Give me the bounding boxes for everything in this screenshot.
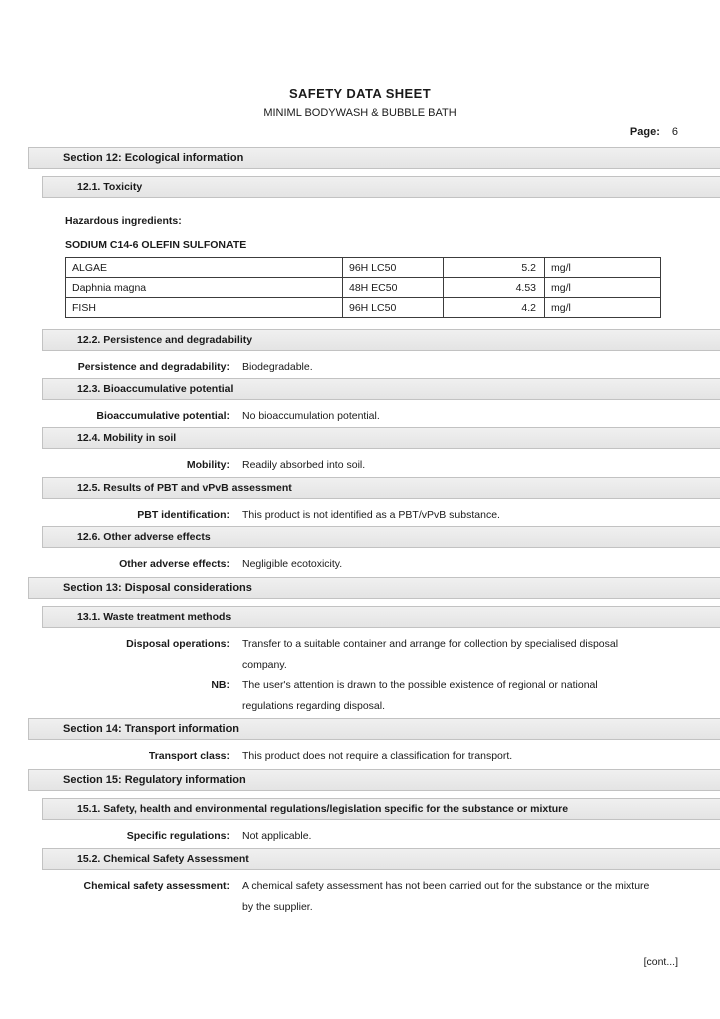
disposal-operations-value xyxy=(242,634,702,675)
subsection-12-3-header: 12.3. Bioaccumulative potential xyxy=(42,378,720,400)
subsection-12-4-header: 12.4. Mobility in soil xyxy=(42,427,720,449)
value-line: regulations regarding disposal. xyxy=(242,699,386,712)
value-line: company. xyxy=(242,658,287,671)
subsection-13-1-header: 13.1. Waste treatment methods xyxy=(42,606,720,628)
nb-label: NB: xyxy=(211,679,230,691)
unit-cell: mg/l xyxy=(545,298,661,318)
document-title: SAFETY DATA SHEET xyxy=(288,86,432,101)
species-cell: Daphnia magna xyxy=(66,278,343,298)
subsection-12-2-header: 12.2. Persistence and degradability xyxy=(42,329,720,351)
persistence-label: Persistence and degradability: xyxy=(77,361,230,373)
subsection-12-5-header: 12.5. Results of PBT and vPvB assessment xyxy=(42,477,720,499)
pbt-label: PBT identification: xyxy=(137,509,230,521)
table-row xyxy=(66,298,661,318)
specific-regulations-label: Specific regulations: xyxy=(126,830,230,842)
bioaccumulative-label: Bioaccumulative potential: xyxy=(96,410,230,422)
section-12-header: Section 12: Ecological information xyxy=(28,147,720,169)
subsection-15-1-header: 15.1. Safety, health and environmental regulations/legislation specific for the substance or mixture xyxy=(42,798,720,820)
subsection-12-6-header: 12.6. Other adverse effects xyxy=(42,526,720,548)
nb-value xyxy=(242,675,702,716)
ingredient-name: SODIUM C14-6 OLEFIN SULFONATE xyxy=(65,239,247,251)
value-cell: 4.53 xyxy=(444,278,545,298)
species-cell: ALGAE xyxy=(66,258,343,278)
toxicity-table xyxy=(65,257,661,318)
table-row xyxy=(66,278,661,298)
persistence-value: Biodegradable. xyxy=(242,361,313,373)
value-line: by the supplier. xyxy=(242,900,313,913)
mobility-value: Readily absorbed into soil. xyxy=(242,459,366,471)
test-cell: 48H EC50 xyxy=(343,278,444,298)
value-cell: 4.2 xyxy=(444,298,545,318)
bioaccumulative-value: No bioaccumulation potential. xyxy=(242,410,380,422)
product-name: MINIML BODYWASH & BUBBLE BATH xyxy=(263,107,457,119)
subsection-15-2-header: 15.2. Chemical Safety Assessment xyxy=(42,848,720,870)
section-14-header: Section 14: Transport information xyxy=(28,718,720,740)
chemical-safety-assessment-value xyxy=(242,876,702,917)
section-15-header: Section 15: Regulatory information xyxy=(28,769,720,791)
page-label: Page: xyxy=(629,126,660,138)
transport-class-label: Transport class: xyxy=(148,750,230,762)
transport-class-value: This product does not require a classification for transport. xyxy=(242,750,513,762)
value-line: A chemical safety assessment has not been carried out for the substance or the mixture xyxy=(242,880,650,892)
value-cell: 5.2 xyxy=(444,258,545,278)
specific-regulations-value: Not applicable. xyxy=(242,830,312,842)
value-line: The user's attention is drawn to the possible existence of regional or national xyxy=(242,679,598,691)
adverse-effects-label: Other adverse effects: xyxy=(119,558,230,570)
subsection-12-1-header: 12.1. Toxicity xyxy=(42,176,720,198)
unit-cell: mg/l xyxy=(545,278,661,298)
adverse-effects-value: Negligible ecotoxicity. xyxy=(242,558,343,570)
test-cell: 96H LC50 xyxy=(343,258,444,278)
pbt-value: This product is not identified as a PBT/vPvB substance. xyxy=(242,509,500,521)
page-indicator xyxy=(630,126,678,138)
continued-marker: [cont...] xyxy=(643,956,678,968)
page-number: 6 xyxy=(671,126,678,138)
value-line: Transfer to a suitable container and arrange for collection by specialised disposal xyxy=(242,638,619,650)
chemical-safety-assessment-label: Chemical safety assessment: xyxy=(83,880,230,892)
mobility-label: Mobility: xyxy=(186,459,230,471)
section-13-header: Section 13: Disposal considerations xyxy=(28,577,720,599)
unit-cell: mg/l xyxy=(545,258,661,278)
table-row xyxy=(66,258,661,278)
disposal-operations-label: Disposal operations: xyxy=(126,638,230,650)
hazardous-ingredients-label: Hazardous ingredients: xyxy=(65,215,182,227)
species-cell: FISH xyxy=(66,298,343,318)
test-cell: 96H LC50 xyxy=(343,298,444,318)
